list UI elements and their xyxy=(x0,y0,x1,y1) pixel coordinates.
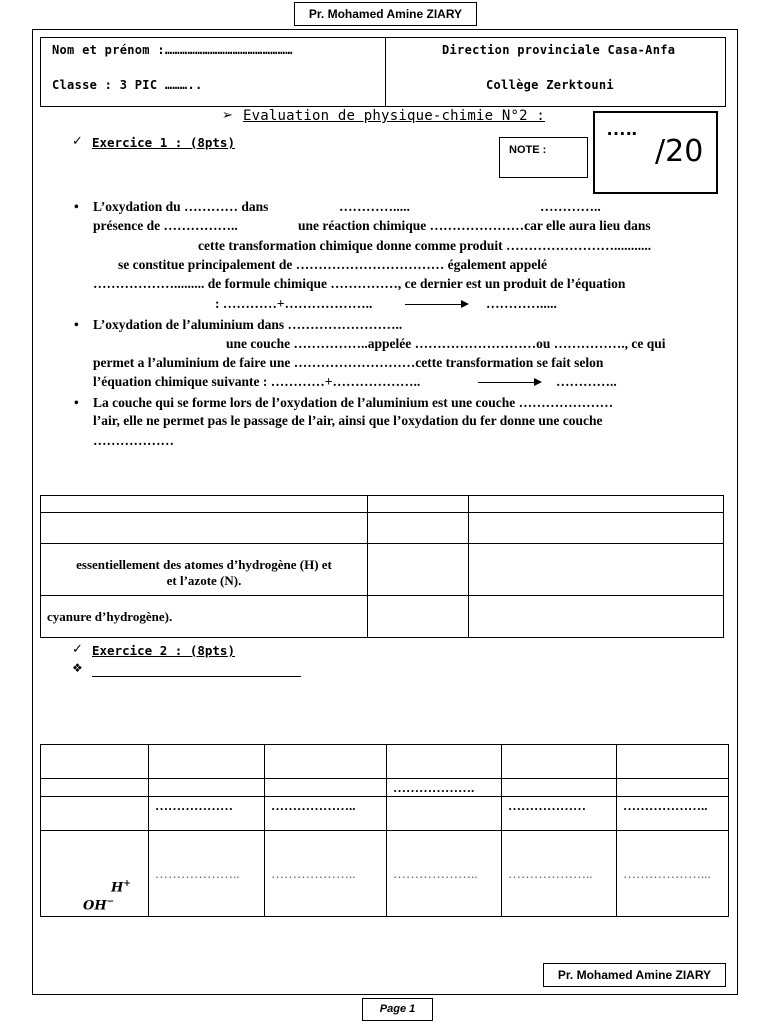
text-line-1b: …………..... xyxy=(339,199,410,214)
text-line-1c: ………….. xyxy=(540,199,601,214)
table1-text-cyanure: cyanure d’hydrogène). xyxy=(47,608,173,624)
name-field-label: Nom et prénom :…………………………………………… xyxy=(52,43,293,57)
title-arrow-icon: ➢ xyxy=(222,108,233,123)
table2-cell xyxy=(265,797,387,831)
table2-cell xyxy=(502,797,617,831)
table1-cell xyxy=(469,513,724,544)
text-line-2a: présence de …………….. xyxy=(93,218,238,233)
table2-cell xyxy=(387,831,502,917)
page-number: Page 1 xyxy=(379,1003,416,1015)
table1-text-hydrogen: essentiellement des atomes d’hydrogène (H) et xyxy=(76,556,332,572)
text-line-5: ………………......... de formule chimique ……………, ce dernier est un produit de l’équation xyxy=(93,276,626,291)
blank-answer-line xyxy=(92,676,301,677)
table2-cell xyxy=(149,745,265,779)
table2-cell xyxy=(149,779,265,797)
author-badge-bottom xyxy=(543,963,726,987)
table1-cell xyxy=(368,596,469,638)
table2-cell xyxy=(387,745,502,779)
direction-label: Direction provinciale Casa-Anfa xyxy=(442,43,676,57)
table2-cell xyxy=(265,779,387,797)
table2-cell xyxy=(41,797,149,831)
text-line-4: se constitue principalement de …………………………… également appelé xyxy=(118,257,547,272)
table2-dots: ……………….. xyxy=(393,865,478,881)
table2-dots: ……………… xyxy=(155,798,233,813)
note-label: NOTE : xyxy=(509,144,547,156)
text-line-3: cette transformation chimique donne comme produit ……………………........... xyxy=(198,238,652,253)
author-badge-top xyxy=(294,2,477,26)
table1-cell xyxy=(41,513,368,544)
evaluation-title: Evaluation de physique-chimie N°2 : xyxy=(243,108,546,124)
text-line-10a: l’équation chimique suivante : …………+……………….. xyxy=(93,374,421,389)
reaction-arrow-1 xyxy=(405,304,467,305)
college-label: Collège Zerktouni xyxy=(486,78,614,92)
table2-dots: ……………….. xyxy=(155,865,240,881)
table2-cell xyxy=(41,779,149,797)
table1-cell xyxy=(368,513,469,544)
score-dots: ….. xyxy=(606,118,638,140)
table1-text-azote: et l’azote (N). xyxy=(166,572,242,588)
text-line-12: l’air, elle ne permet pas le passage de l’air, ainsi que l’oxydation du fer donne une couche xyxy=(93,413,603,428)
text-line-13: ……………… xyxy=(93,433,174,448)
text-line-8: une couche ……………..appelée ………………………ou ……………., ce qui xyxy=(226,336,666,351)
table2-cell xyxy=(149,831,265,917)
page-number-box xyxy=(362,998,433,1021)
reaction-arrow-2 xyxy=(478,382,540,383)
text-line-1a: L’oxydation du ………… dans xyxy=(93,199,269,214)
table1-cell xyxy=(41,544,368,596)
text-line-6b: …………..... xyxy=(486,296,557,311)
table-2 xyxy=(40,744,729,917)
table2-cell xyxy=(502,831,617,917)
table1-cell xyxy=(469,496,724,513)
exercise1-title: Exercice 1 : (8pts) xyxy=(92,135,235,150)
table2-cell xyxy=(617,831,729,917)
table2-dots: ……………….. xyxy=(271,798,356,813)
table1-cell xyxy=(41,596,368,638)
table2-cell xyxy=(265,831,387,917)
table1-cell xyxy=(469,544,724,596)
table2-cell xyxy=(387,797,502,831)
text-line-2b: une réaction chimique …………………car elle aura lieu dans xyxy=(298,218,651,233)
table2-cell xyxy=(265,745,387,779)
text-line-6a: : …………+……………….. xyxy=(215,296,373,311)
table2-cell xyxy=(617,745,729,779)
text-line-9: permet a l’aluminium de faire une ………………………cette transformation se fait selon xyxy=(93,355,604,370)
text-line-7: L’oxydation de l’aluminium dans …………………….. xyxy=(93,317,403,332)
table2-dots: ………………. xyxy=(393,779,475,795)
diamond-bullet-icon: ❖ xyxy=(72,661,83,675)
table2-cell xyxy=(41,745,149,779)
table2-cell xyxy=(387,779,502,797)
table1-cell xyxy=(41,496,368,513)
bullet-3: • xyxy=(74,395,79,410)
table2-dots: ……………….. xyxy=(271,865,356,881)
table2-cell xyxy=(149,797,265,831)
table1-cell xyxy=(368,496,469,513)
exercise2-check-icon: ✓ xyxy=(72,642,83,657)
table2-dots: ……………….. xyxy=(508,865,593,881)
table1-cell xyxy=(368,544,469,596)
info-divider xyxy=(385,37,386,107)
ion-h-plus: H+ xyxy=(111,879,131,896)
table2-cell xyxy=(502,745,617,779)
exercise1-check-icon: ✓ xyxy=(72,134,83,149)
ion-oh-minus: OH− xyxy=(83,897,115,914)
table2-cell xyxy=(617,797,729,831)
bullet-2: • xyxy=(74,317,79,332)
text-line-10b: ………….. xyxy=(556,374,617,389)
table-1 xyxy=(40,495,724,638)
bullet-1: • xyxy=(74,199,79,214)
score-total: /20 xyxy=(655,134,704,169)
exercise2-title: Exercice 2 : (8pts) xyxy=(92,643,235,658)
class-field-label: Classe : 3 PIC ……….. xyxy=(52,78,203,92)
table1-cell xyxy=(469,596,724,638)
table2-dots: ………………... xyxy=(623,865,711,881)
text-line-11: La couche qui se forme lors de l’oxydation de l’aluminium est une couche ………………… xyxy=(93,395,614,410)
table2-cell xyxy=(502,779,617,797)
author-name: Pr. Mohamed Amine ZIARY xyxy=(557,968,712,982)
table2-ion-cell xyxy=(41,831,149,917)
author-name: Pr. Mohamed Amine ZIARY xyxy=(308,7,463,21)
table2-dots: ……………….. xyxy=(623,798,708,813)
table2-dots: ……………… xyxy=(508,798,586,813)
table2-cell xyxy=(617,779,729,797)
